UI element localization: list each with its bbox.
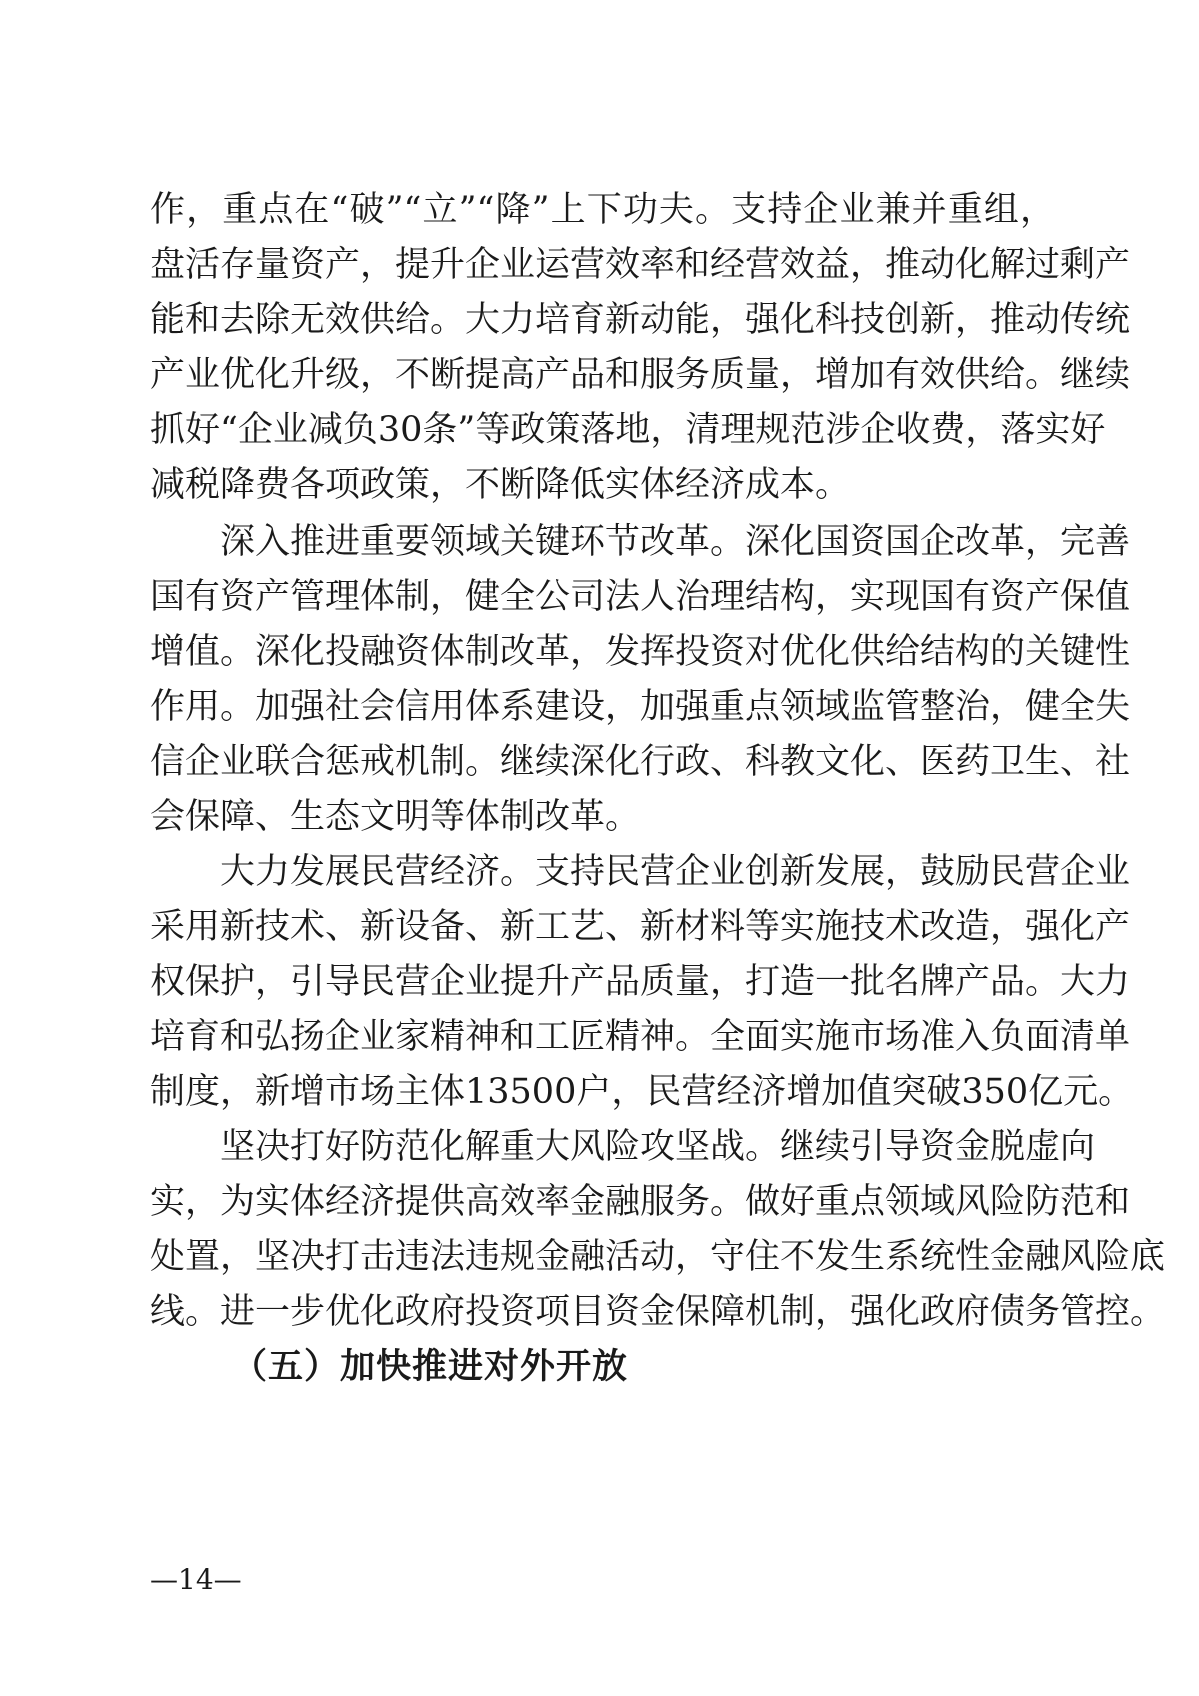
text-line: 处置，坚决打击违法违规金融活动，守住不发生系统性金融风险底: [150, 1237, 1166, 1277]
section-heading: （五）加快推进对外开放: [232, 1346, 629, 1387]
text-line: 作用。加强社会信用体系建设，加强重点领域监管整治，健全失: [150, 687, 1131, 727]
text-line: 实，为实体经济提供高效率金融服务。做好重点领域风险防范和: [150, 1182, 1131, 1222]
text-line: 权保护，引导民营企业提升产品质量，打造一批名牌产品。大力: [150, 962, 1131, 1002]
text-line: 线。进一步优化政府投资项目资金保障机制，强化政府债务管控。: [150, 1292, 1166, 1332]
paragraph-first-line: 大力发展民营经济。支持民营企业创新发展，鼓励民营企业: [220, 852, 1131, 892]
text-line: 信企业联合惩戒机制。继续深化行政、科教文化、医药卫生、社: [150, 742, 1131, 782]
paragraph-first-line: 坚决打好防范化解重大风险攻坚战。继续引导资金脱虚向: [220, 1127, 1096, 1167]
text-line: 国有资产管理体制，健全公司法人治理结构，实现国有资产保值: [150, 577, 1131, 617]
paragraph-first-line: 深入推进重要领域关键环节改革。深化国资国企改革，完善: [220, 522, 1131, 562]
text-line: 盘活存量资产，提升企业运营效率和经营效益，推动化解过剩产: [150, 245, 1131, 285]
text-line: 减税降费各项政策，不断降低实体经济成本。: [150, 465, 851, 505]
text-line: 产业优化升级，不断提高产品和服务质量，增加有效供给。继续: [150, 355, 1131, 395]
text-line: 会保障、生态文明等体制改革。: [150, 797, 641, 837]
text-line: 作，重点在“破”“立”“降”上下功夫。支持企业兼并重组，: [150, 190, 1055, 230]
text-line: 制度，新增市场主体13500户，民营经济增加值突破350亿元。: [150, 1072, 1134, 1112]
text-line: 采用新技术、新设备、新工艺、新材料等实施技术改造，强化产: [150, 907, 1131, 947]
text-line: 能和去除无效供给。大力培育新动能，强化科技创新，推动传统: [150, 300, 1131, 340]
page-number: —14—: [150, 1563, 242, 1596]
text-line: 抓好“企业减负30条”等政策落地，清理规范涉企收费，落实好: [150, 410, 1106, 450]
text-line: 培育和弘扬企业家精神和工匠精神。全面实施市场准入负面清单: [150, 1017, 1131, 1057]
text-line: 增值。深化投融资体制改革，发挥投资对优化供给结构的关键性: [150, 632, 1131, 672]
